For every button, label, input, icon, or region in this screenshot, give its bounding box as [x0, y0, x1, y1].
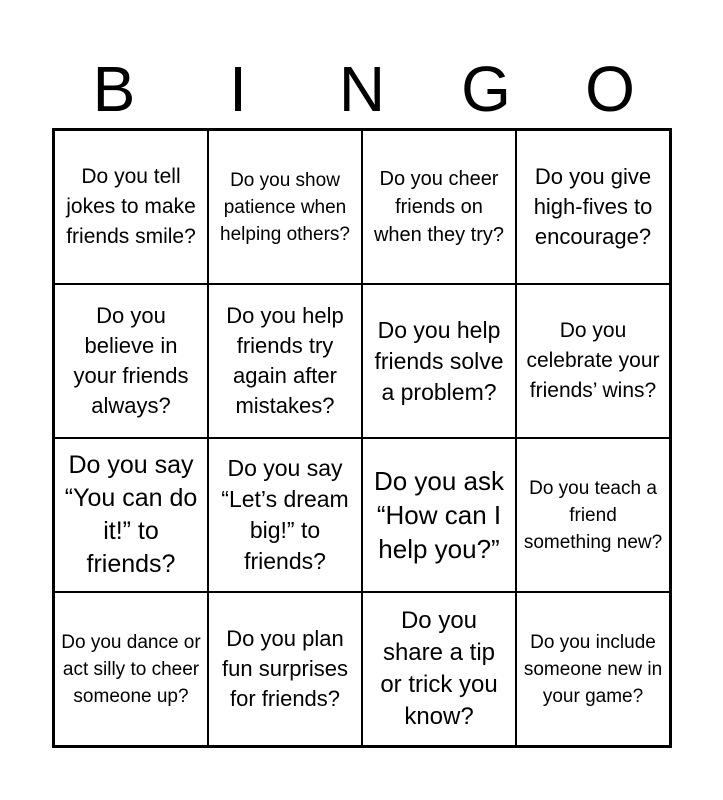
cell-text: Do you say “Let’s dream big!” to friends?	[221, 455, 349, 574]
cell-text: Do you celebrate your friends’ wins?	[526, 319, 660, 402]
cell-text: Do you help friends try again after mistakes?	[226, 303, 344, 418]
header-letter-g: G	[461, 53, 511, 125]
cell-text: Do you cheer friends on when they try?	[373, 168, 505, 246]
cell-text: Do you say “You can do it!” to friends?	[64, 451, 198, 578]
bingo-cell[interactable]	[516, 130, 670, 284]
bingo-cell[interactable]	[208, 438, 362, 592]
bingo-header	[52, 50, 672, 128]
bingo-cell[interactable]	[54, 438, 208, 592]
cell-text: Do you teach a friend something new?	[523, 477, 663, 553]
bingo-cell[interactable]	[208, 592, 362, 746]
bingo-cell[interactable]	[362, 592, 516, 746]
cell-text: Do you plan fun surprises for friends?	[222, 626, 348, 711]
cell-text: Do you include someone new in your game?	[523, 631, 663, 707]
header-letter-o: O	[585, 53, 635, 125]
bingo-cell[interactable]	[516, 438, 670, 592]
bingo-cell[interactable]	[208, 284, 362, 438]
header-letter-i: I	[229, 53, 247, 125]
cell-text: Do you dance or act silly to cheer someone up?	[61, 631, 201, 707]
cell-text: Do you give high-fives to encourage?	[533, 164, 653, 249]
cell-text: Do you believe in your friends always?	[73, 303, 189, 418]
bingo-card-grid	[52, 128, 672, 748]
cell-text: Do you share a tip or trick you know?	[380, 607, 498, 730]
bingo-cell[interactable]	[54, 130, 208, 284]
bingo-cell[interactable]	[54, 284, 208, 438]
bingo-cell[interactable]	[516, 284, 670, 438]
bingo-cell[interactable]	[362, 284, 516, 438]
cell-text: Do you tell jokes to make friends smile?	[66, 165, 196, 248]
header-letter-n: N	[338, 53, 386, 125]
header-letter-b: B	[92, 53, 136, 125]
cell-text: Do you help friends solve a problem?	[374, 316, 504, 405]
bingo-cell[interactable]	[362, 438, 516, 592]
bingo-cell[interactable]	[208, 130, 362, 284]
bingo-cell[interactable]	[362, 130, 516, 284]
bingo-cell[interactable]	[516, 592, 670, 746]
bingo-cell[interactable]	[54, 592, 208, 746]
cell-text: Do you show patience when helping others?	[220, 169, 350, 245]
cell-text: Do you ask “How can I help you?”	[373, 466, 505, 564]
